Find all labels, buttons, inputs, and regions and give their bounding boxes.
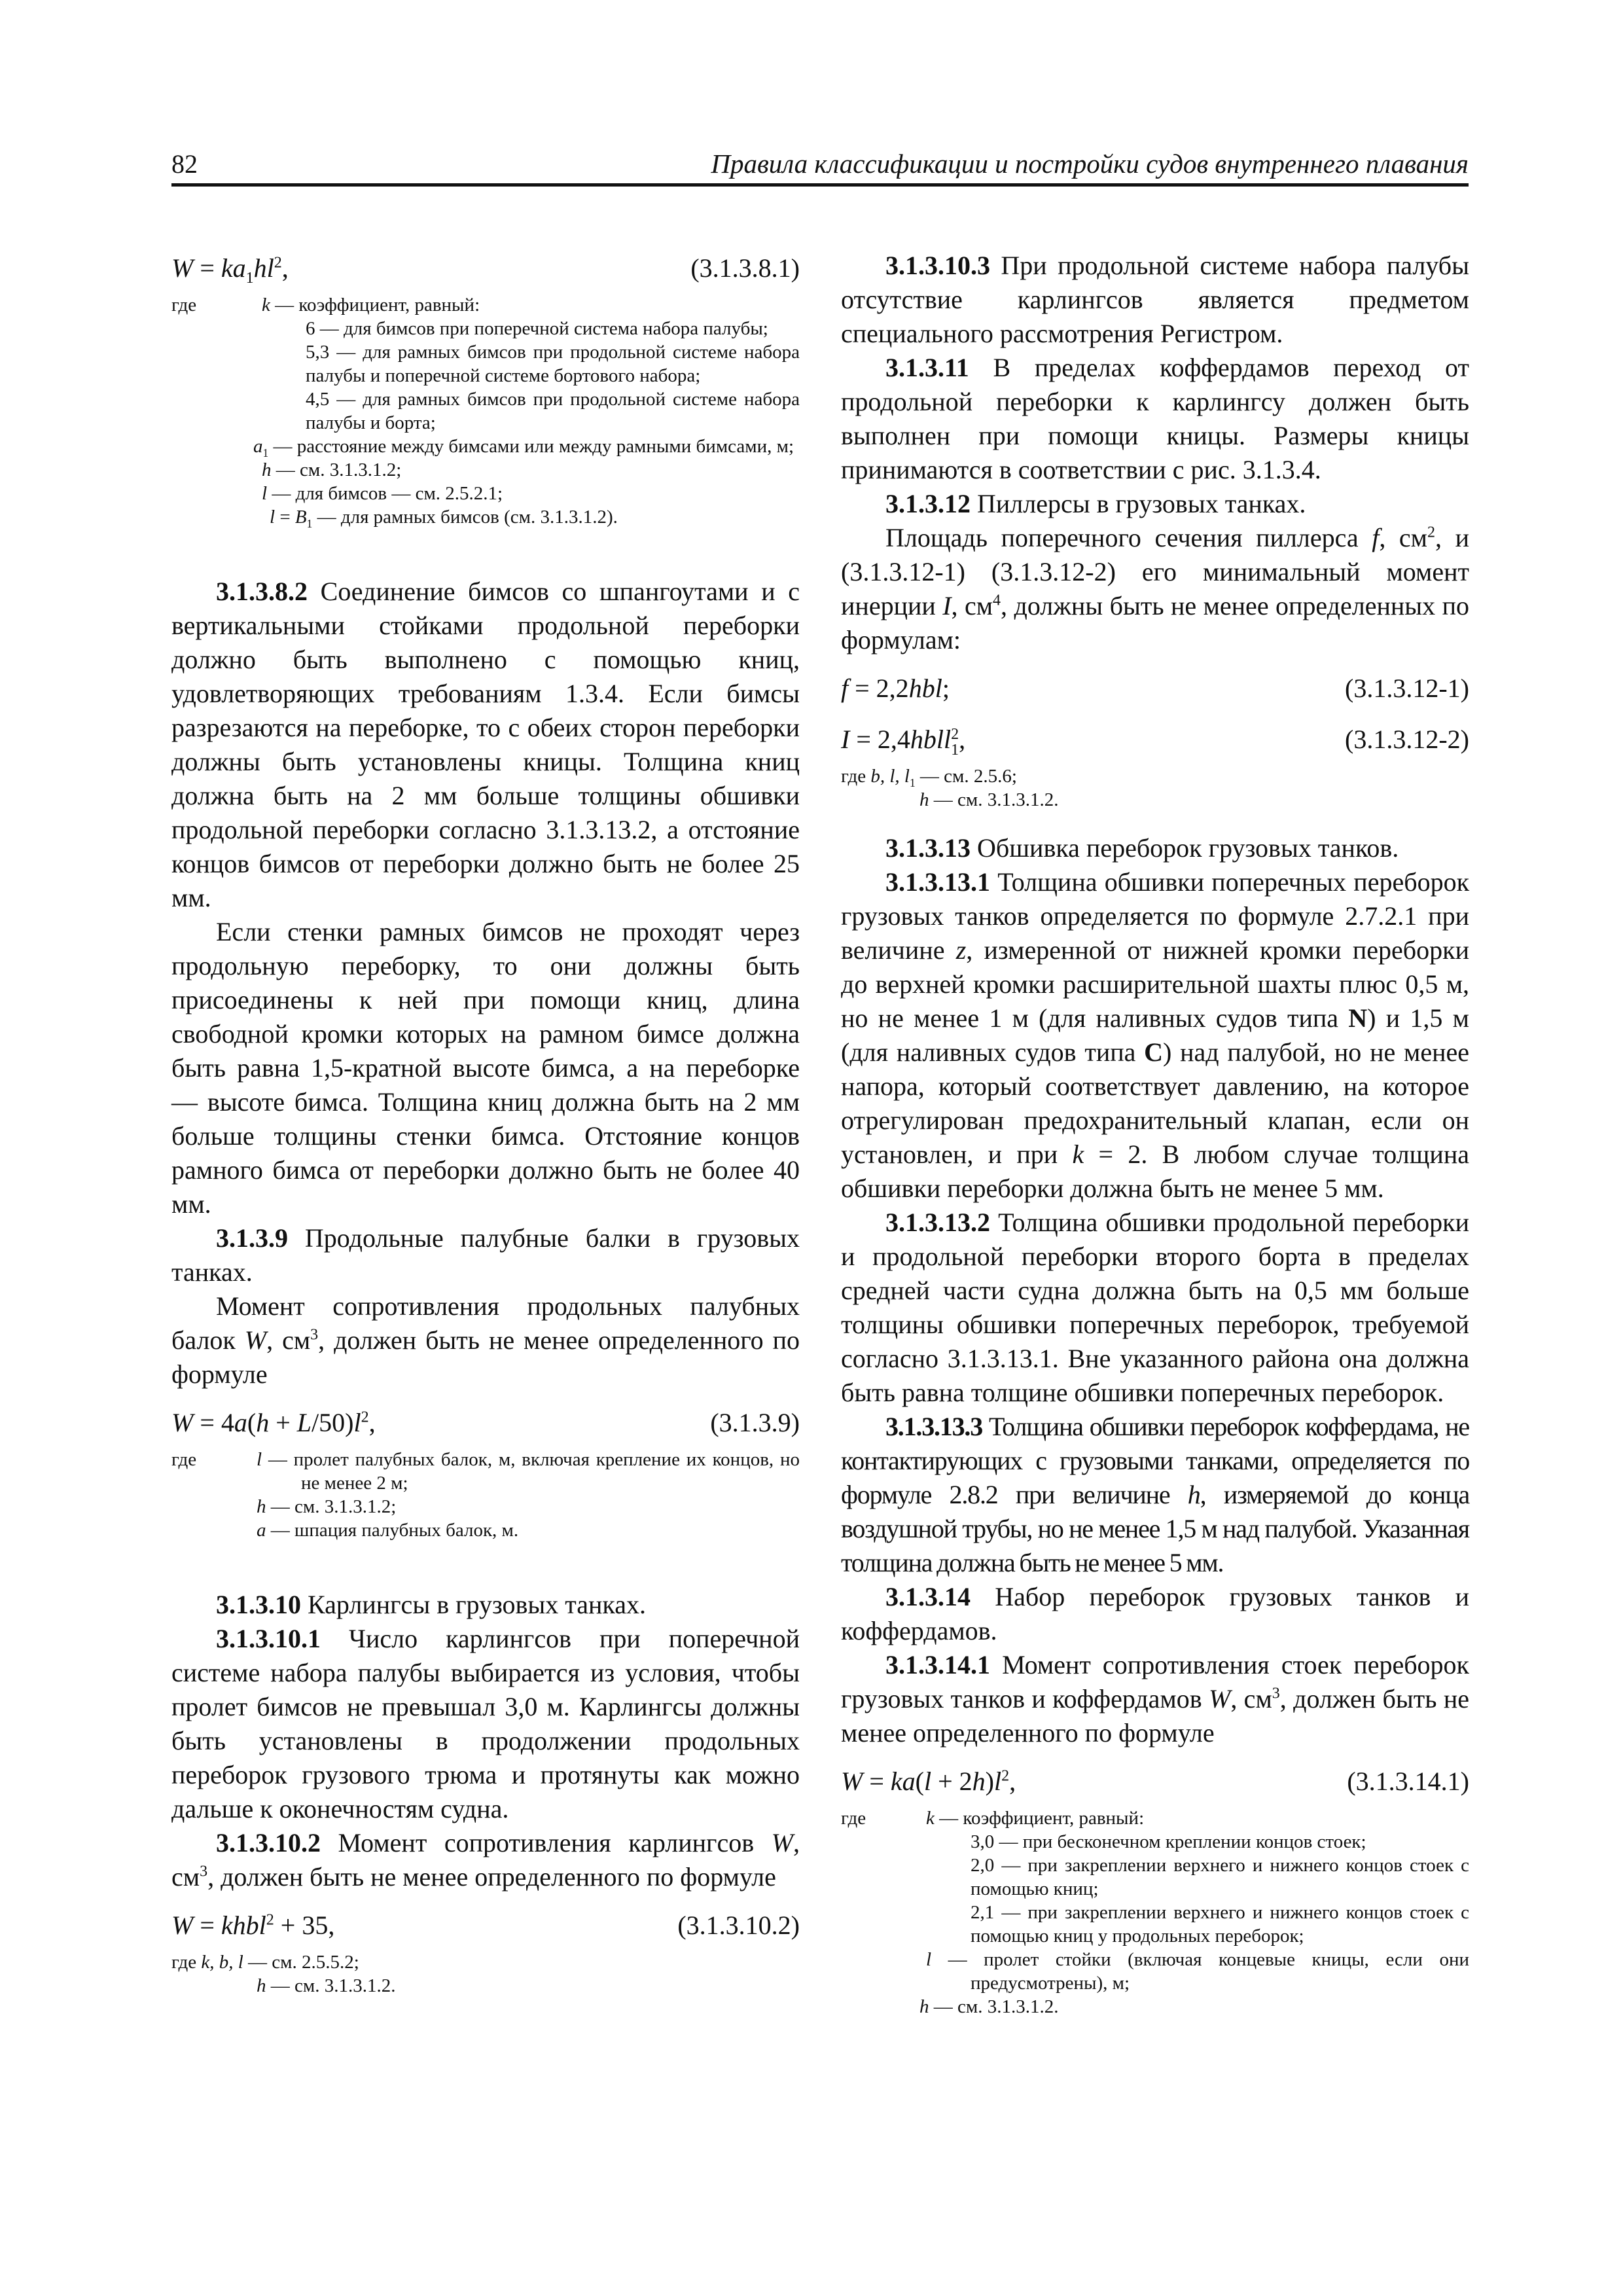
formula-3-1-3-12-2 [841, 720, 1469, 759]
where-label: где [841, 1808, 866, 1829]
paragraph-3-1-3-13-2: 3.1.3.13.2 Толщина обшивки продольной переборки и продольной переборки второго борта в пределах средней части судна должна быть на 0,5 мм больше толщины обшивки поперечных переборок, требуемой согласно 3.1.3.13.1. Вне указанного района она должна быть равна толщине обшивки поперечных переборок. [841, 1208, 1469, 1407]
paragraph-3-1-3-10-2: 3.1.3.10.2 Момент сопротивления карлингсов W, $см^3$, должен быть не менее определенного по формуле [171, 1828, 800, 1892]
def-l: l — пролет стойки (включая концевые кницы, если они предусмотрены), м; [926, 1949, 1469, 1994]
def-b-l-l1: где b, l, $l_1$ — см. 2.5.6; [841, 766, 1017, 789]
where-block-3-1-3-8-1 [171, 293, 800, 529]
formula-number: (3.1.3.9) [710, 1408, 800, 1437]
paragraph-3-1-3-13-3: 3.1.3.13.3 Толщина обшивки переборок коффердама, не контактирующих с грузовыми танками, определяется по формуле 2.8.2 при величине h, измеряемой до конца воздушной трубы, но не менее 1,5 м над палубой. Указанная толщина должна быть не менее 5 мм. [841, 1412, 1470, 1577]
where-block-3-1-3-14-1 [841, 1806, 1469, 2018]
def-l-frame: $l = B_1$ — для рамных бимсов (см. 3.1.3.1.2). [270, 507, 618, 530]
paragraph-3-1-3-11: 3.1.3.11 В пределах коффердамов переход от продольной переборки к карлингсу должен быть выполнен при помощи кницы. Размеры кницы принимаются в соответствии с рис. 3.1.3.4. [841, 353, 1469, 484]
formula-3-1-3-9 [171, 1403, 800, 1443]
where-block-3-1-3-12 [841, 764, 1469, 812]
formula-expression: $W = ka_1hl^2$, [171, 253, 289, 287]
formula-number: (3.1.3.12-1) [1345, 673, 1469, 703]
left-column [171, 249, 800, 1998]
right-column [841, 249, 1469, 2018]
paragraph-3-1-3-12: 3.1.3.12 Пиллерсы в грузовых танках. [885, 489, 1306, 518]
paragraph-3-1-3-14-1: 3.1.3.14.1 Момент сопротивления стоек переборок грузовых танков и коффердамов W, $см^3$, должен быть не менее определенного по формуле [841, 1650, 1469, 1748]
paragraph-3-1-3-13: 3.1.3.13 Обшивка переборок грузовых танков. [885, 833, 1399, 863]
where-label: где [171, 295, 197, 315]
def-a: a — шпация палубных балок, м. [257, 1520, 519, 1541]
def-k-5-3: 5,3 — для рамных бимсов при продольной системе набора палубы и поперечной системе бортового набора; [306, 342, 800, 386]
def-k-6: 6 — для бимсов при поперечной система набора палубы; [306, 318, 768, 339]
def-l: l — для бимсов — см. 2.5.2.1; [262, 483, 503, 504]
def-h: h — см. 3.1.3.1.2; [257, 1496, 397, 1517]
def-k-3-0: 3,0 — при бесконечном креплении концов стоек; [971, 1831, 1366, 1852]
def-k-2-0: 2,0 — при закреплении верхнего и нижнего концов стоек с помощью книц; [971, 1855, 1469, 1899]
paragraph-3-1-3-10: 3.1.3.10 Карлингсы в грузовых танках. [216, 1590, 646, 1619]
formula-3-1-3-14-1 [841, 1762, 1469, 1801]
def-k-2-1: 2,1 — при закреплении верхнего и нижнего концов стоек с помощью книц у продольных переборок; [971, 1902, 1469, 1946]
formula-expression: f = 2,2hbl; [841, 673, 950, 703]
def-k-b-l: где k, b, l — см. 2.5.5.2; [171, 1952, 359, 1973]
formula-number: (3.1.3.12-2) [1345, 725, 1469, 754]
formula-expression: I = 2,4hbll 2 1 , [841, 725, 966, 759]
paragraph-3-1-3-14: 3.1.3.14 Набор переборок грузовых танков и коффердамов. [841, 1582, 1469, 1645]
formula-3-1-3-8-1 [171, 249, 800, 288]
paragraph-web-frames: Если стенки рамных бимсов не проходят через продольную переборку, то они должны быть присоединены к ней при помощи книц, длина свободной кромки которых на рамном бимсе должна быть равна 1,5-кратной высоте бимса, а на переборке — высоте бимса. Толщина книц должна быть на 2 мм больше толщины стенки бимса. Отстояние концов рамного бимса от переборки должно быть не более 40 мм. [171, 917, 800, 1219]
def-h: h — см. 3.1.3.1.2. [919, 789, 1059, 810]
def-k: k — коэффициент, равный: [262, 295, 480, 315]
formula-number: (3.1.3.14.1) [1347, 1767, 1469, 1796]
paragraph-3-1-3-13-1: 3.1.3.13.1 Толщина обшивки поперечных переборок грузовых танков определяется по формуле 2.7.2.1 при величине z, измеренной от нижней кромки переборки до верхней кромки расширительной шахты плюс 0,5 м, но не менее 1 м (для наливных судов типа N) и 1,5 м (для наливных судов типа С) над палубой, но не менее напора, который соответствует давлению, на которое отрегулирован предохранительный клапан, если он установлен, и при k = 2. В любом случае толщина обшивки переборки должна быть не менее 5 мм. [841, 867, 1469, 1203]
paragraph-3-1-3-9: 3.1.3.9 Продольные палубные балки в грузовых танках. [171, 1223, 800, 1287]
formula-expression: W = khbl$^2$ + 35, [171, 1910, 335, 1940]
paragraph-3-1-3-10-1: 3.1.3.10.1 Число карлингсов при поперечной системе набора палубы выбирается из условия, чтобы пролет бимсов не превышал 3,0 м. Карлингсы должны быть установлены в продолжении продольных переборок грузового трюма и протянуты как можно дальше к оконечностям судна. [171, 1624, 800, 1823]
def-h: h — см. 3.1.3.1.2; [262, 459, 402, 480]
def-h: h — см. 3.1.3.1.2. [919, 1996, 1059, 2017]
page-header [171, 143, 1469, 187]
formula-3-1-3-10-2 [171, 1906, 800, 1945]
paragraph-3-1-3-10-3: 3.1.3.10.3 При продольной системе набора палубы отсутствие карлингсов является предметом специального рассмотрения Регистром. [841, 251, 1469, 348]
where-block-3-1-3-10-2 [171, 1950, 800, 1998]
paragraph-pillar-area: Площадь поперечного сечения пиллерса f, $см^2$, и (3.1.3.12-1) (3.1.3.12-2) его минимальный момент инерции I, $см^4$, должны быть не менее определенных по формулам: [841, 523, 1469, 655]
paragraph-moment-deck-beams: Момент сопротивления продольных палубных балок W, $см^3$, должен быть не менее определенного по формуле [171, 1291, 800, 1389]
def-k-4-5: 4,5 — для рамных бимсов при продольной системе набора палубы и борта; [306, 389, 800, 433]
def-h: h — см. 3.1.3.1.2. [257, 1975, 396, 1996]
paragraph-3-1-3-8-2: 3.1.3.8.2 Соединение бимсов со шпангоутами и с вертикальными стойками продольной переборки должно быть выполнено с помощью книц, удовлетворяющих требованиям 1.3.4. Если бимсы разрезаются на переборке, то с обеих сторон переборки должны быть установлены кницы. Толщина книц должна быть на 2 мм больше толщины обшивки продольной переборки согласно 3.1.3.13.2, а отстояние концов бимсов от переборки должно быть не более 25 мм. [171, 577, 800, 912]
formula-expression: $W = ka(l + 2h)l^2$, [841, 1767, 1016, 1796]
def-k: k — коэффициент, равный: [926, 1808, 1145, 1829]
formula-number: (3.1.3.8.1) [690, 253, 800, 283]
page-number: 82 [171, 149, 198, 179]
def-a1: $a_1$ — расстояние между бимсами или между рамными бимсами, м; [253, 436, 794, 459]
def-l: l — пролет палубных балок, м, включая крепление их концов, но не менее 2 м; [257, 1449, 800, 1494]
formula-3-1-3-12-1 [841, 669, 1469, 708]
where-label: где [171, 1449, 197, 1470]
formula-expression: $W = 4a(h + L/50)l^2$, [171, 1408, 376, 1437]
formula-number: (3.1.3.10.2) [677, 1910, 800, 1940]
where-block-3-1-3-9 [171, 1448, 800, 1542]
running-title: Правила классификации и постройки судов внутреннего плавания [711, 149, 1469, 179]
